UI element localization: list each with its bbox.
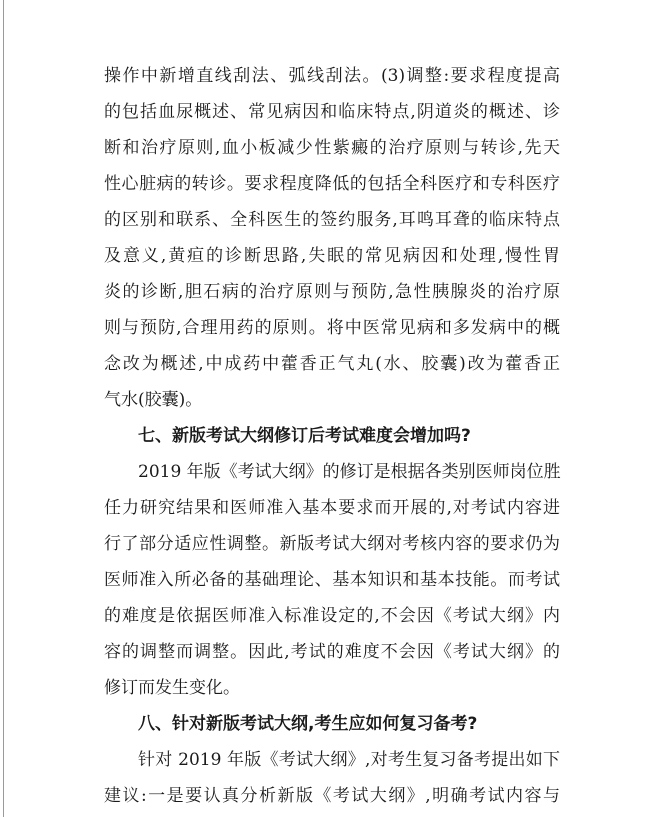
paragraph-line: 医师准入所必备的基础理论、基本知识和基本技能。而考试 xyxy=(104,570,560,590)
paragraph-line: 性心脏病的转诊。要求程度降低的包括全科医疗和专科医疗 xyxy=(104,174,560,194)
paragraph-line: 修订而发生变化。 xyxy=(104,678,240,698)
paragraph-line: 炎的诊断,胆石病的治疗原则与预防,急性胰腺炎的治疗原 xyxy=(104,282,560,302)
section-heading-8: 八、针对新版考试大纲,考生应如何复习备考? xyxy=(138,714,478,734)
paragraph-line: 则与预防,合理用药的原则。将中医常见病和多发病中的概 xyxy=(104,318,560,338)
paragraph-line: 容的调整而调整。因此,考试的难度不会因《考试大纲》的 xyxy=(104,642,560,662)
paragraph-line: 断和治疗原则,血小板减少性紫癜的治疗原则与转诊,先天 xyxy=(104,138,560,158)
paragraph-line: 操作中新增直线刮法、弧线刮法。(3)调整:要求程度提高 xyxy=(104,66,560,86)
paragraph-line: 针对 2019 年版《考试大纲》,对考生复习备考提出如下 xyxy=(138,750,560,770)
paragraph-line: 念改为概述,中成药中藿香正气丸(水、胶囊)改为藿香正 xyxy=(104,354,560,374)
page-edge-rule xyxy=(3,0,4,817)
paragraph-line: 的包括血尿概述、常见病因和临床特点,阴道炎的概述、诊 xyxy=(104,102,560,122)
paragraph-line: 建议:一是要认真分析新版《考试大纲》,明确考试内容与 xyxy=(104,786,560,806)
section-heading-7: 七、新版考试大纲修订后考试难度会增加吗? xyxy=(138,426,471,446)
paragraph-line: 2019 年版《考试大纲》的修订是根据各类别医师岗位胜 xyxy=(138,462,561,482)
paragraph-line: 行了部分适应性调整。新版考试大纲对考核内容的要求仍为 xyxy=(104,534,560,554)
paragraph-line: 气水(胶囊)。 xyxy=(104,390,203,410)
paragraph-line: 及意义,黄疸的诊断思路,失眠的常见病因和处理,慢性胃 xyxy=(104,246,560,266)
paragraph-line: 任力研究结果和医师准入基本要求而开展的,对考试内容进 xyxy=(104,498,560,518)
paragraph-line: 的难度是依据医师准入标准设定的,不会因《考试大纲》内 xyxy=(104,606,560,626)
paragraph-line: 的区别和联系、全科医生的签约服务,耳鸣耳聋的临床特点 xyxy=(104,210,560,230)
